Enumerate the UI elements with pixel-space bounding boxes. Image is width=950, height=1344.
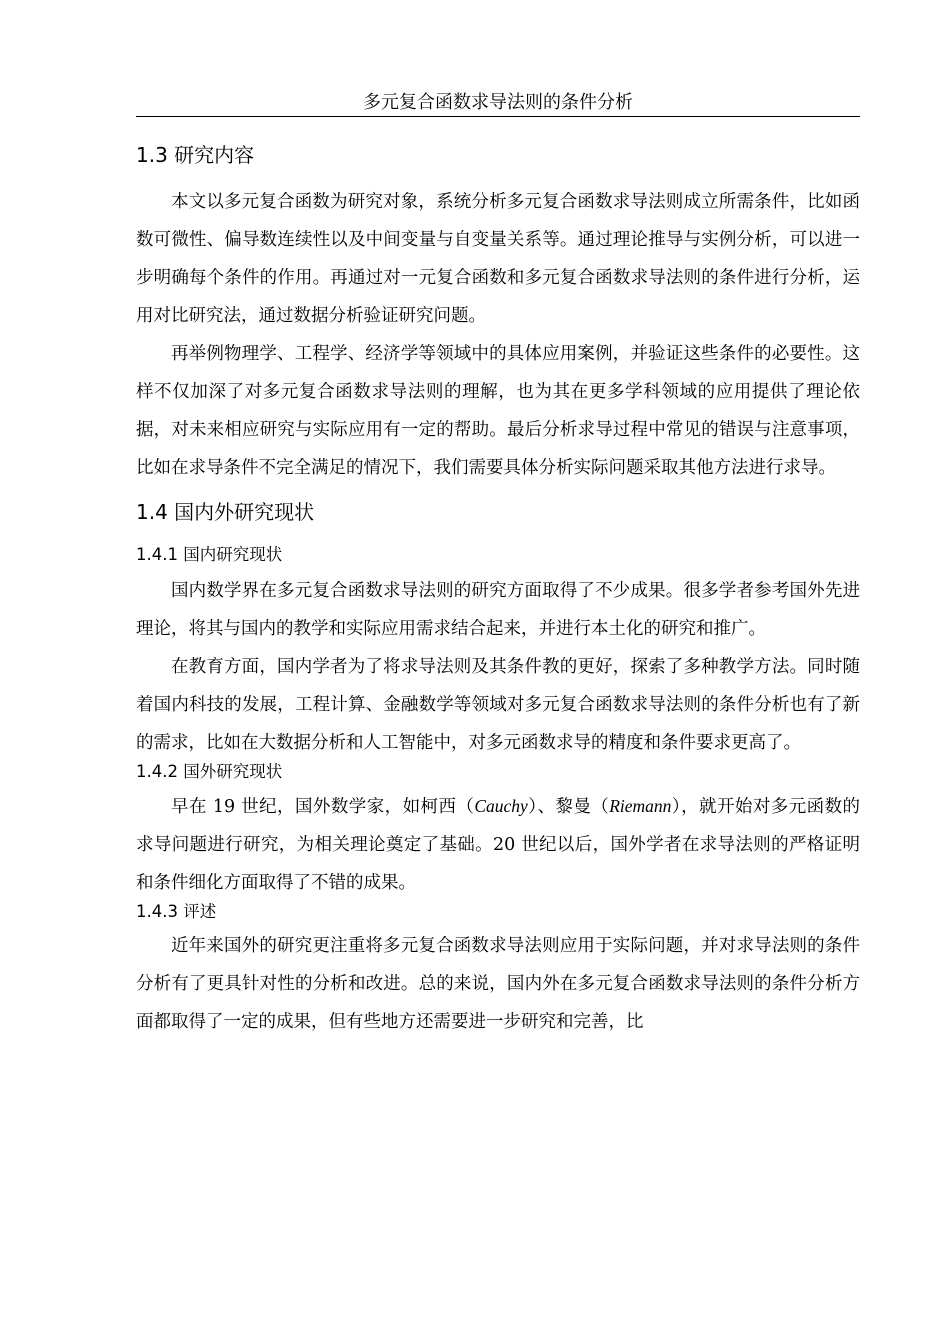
paragraph: 本文以多元复合函数为研究对象，系统分析多元复合函数求导法则成立所需条件，比如函数可微性、偏导数连续性以及中间变量与自变量关系等。通过理论推导与实例分析，可以进一步明确每个条件的作用。再通过对一元复合函数和多元复合函数求导法则的条件进行分析，运用对比研究法，通过数据分析验证研究问题。 bbox=[136, 192, 860, 326]
paragraph: 国内数学界在多元复合函数求导法则的研究方面取得了不少成果。很多学者参考国外先进理论，将其与国内的教学和实际应用需求结合起来，并进行本土化的研究和推广。 bbox=[136, 581, 860, 639]
section-heading-1-3: 1.3 研究内容 bbox=[136, 143, 255, 167]
name-cauchy: Cauchy bbox=[474, 796, 528, 816]
paragraph: 在教育方面，国内学者为了将求导法则及其条件教的更好，探索了多种教学方法。同时随着国内科技的发展，工程计算、金融数学等领域对多元复合函数求导法则的条件分析也有了新的需求，比如在大数据分析和人工智能中，对多元函数求导的精度和条件要求更高了。 bbox=[136, 657, 860, 753]
text-run: ），就开始对多元函数的求导问题进行研究，为相关理论奠定了基础。20 世纪以后，国外学者在求导法则的严格证明和条件细化方面取得了不错的成果。 bbox=[136, 797, 861, 893]
paragraph: 再举例物理学、工程学、经济学等领域中的具体应用案例，并验证这些条件的必要性。这样不仅加深了对多元复合函数求导法则的理解，也为其在更多学科领域的应用提供了理论依据，对未来相应研究与实际应用有一定的帮助。最后分析求导过程中常见的错误与注意事项，比如在求导条件不完全满足的情况下，我们需要具体分析实际问题采取其他方法进行求导。 bbox=[136, 344, 860, 478]
paragraph: 近年来国外的研究更注重将多元复合函数求导法则应用于实际问题，并对求导法则的条件分析有了更具针对性的分析和改进。总的来说，国内外在多元复合函数求导法则的条件分析方面都取得了一定的成果，但有些地方还需要进一步研究和完善，比 bbox=[136, 936, 860, 1032]
name-riemann: Riemann bbox=[609, 796, 672, 816]
subsection-heading-1-4-1: 1.4.1 国内研究现状 bbox=[136, 545, 283, 564]
running-header: 多元复合函数求导法则的条件分析 bbox=[136, 92, 860, 117]
page-body bbox=[136, 140, 860, 1041]
subsection-heading-1-4-3: 1.4.3 评述 bbox=[136, 902, 217, 921]
subsection-heading-1-4-2: 1.4.2 国外研究现状 bbox=[136, 762, 283, 781]
paragraph bbox=[136, 787, 860, 902]
section-heading-1-4: 1.4 国内外研究现状 bbox=[136, 500, 315, 524]
text-run: 早在 19 世纪，国外数学家，如柯西（ bbox=[171, 797, 475, 817]
text-run: ）、黎曼（ bbox=[527, 797, 610, 817]
